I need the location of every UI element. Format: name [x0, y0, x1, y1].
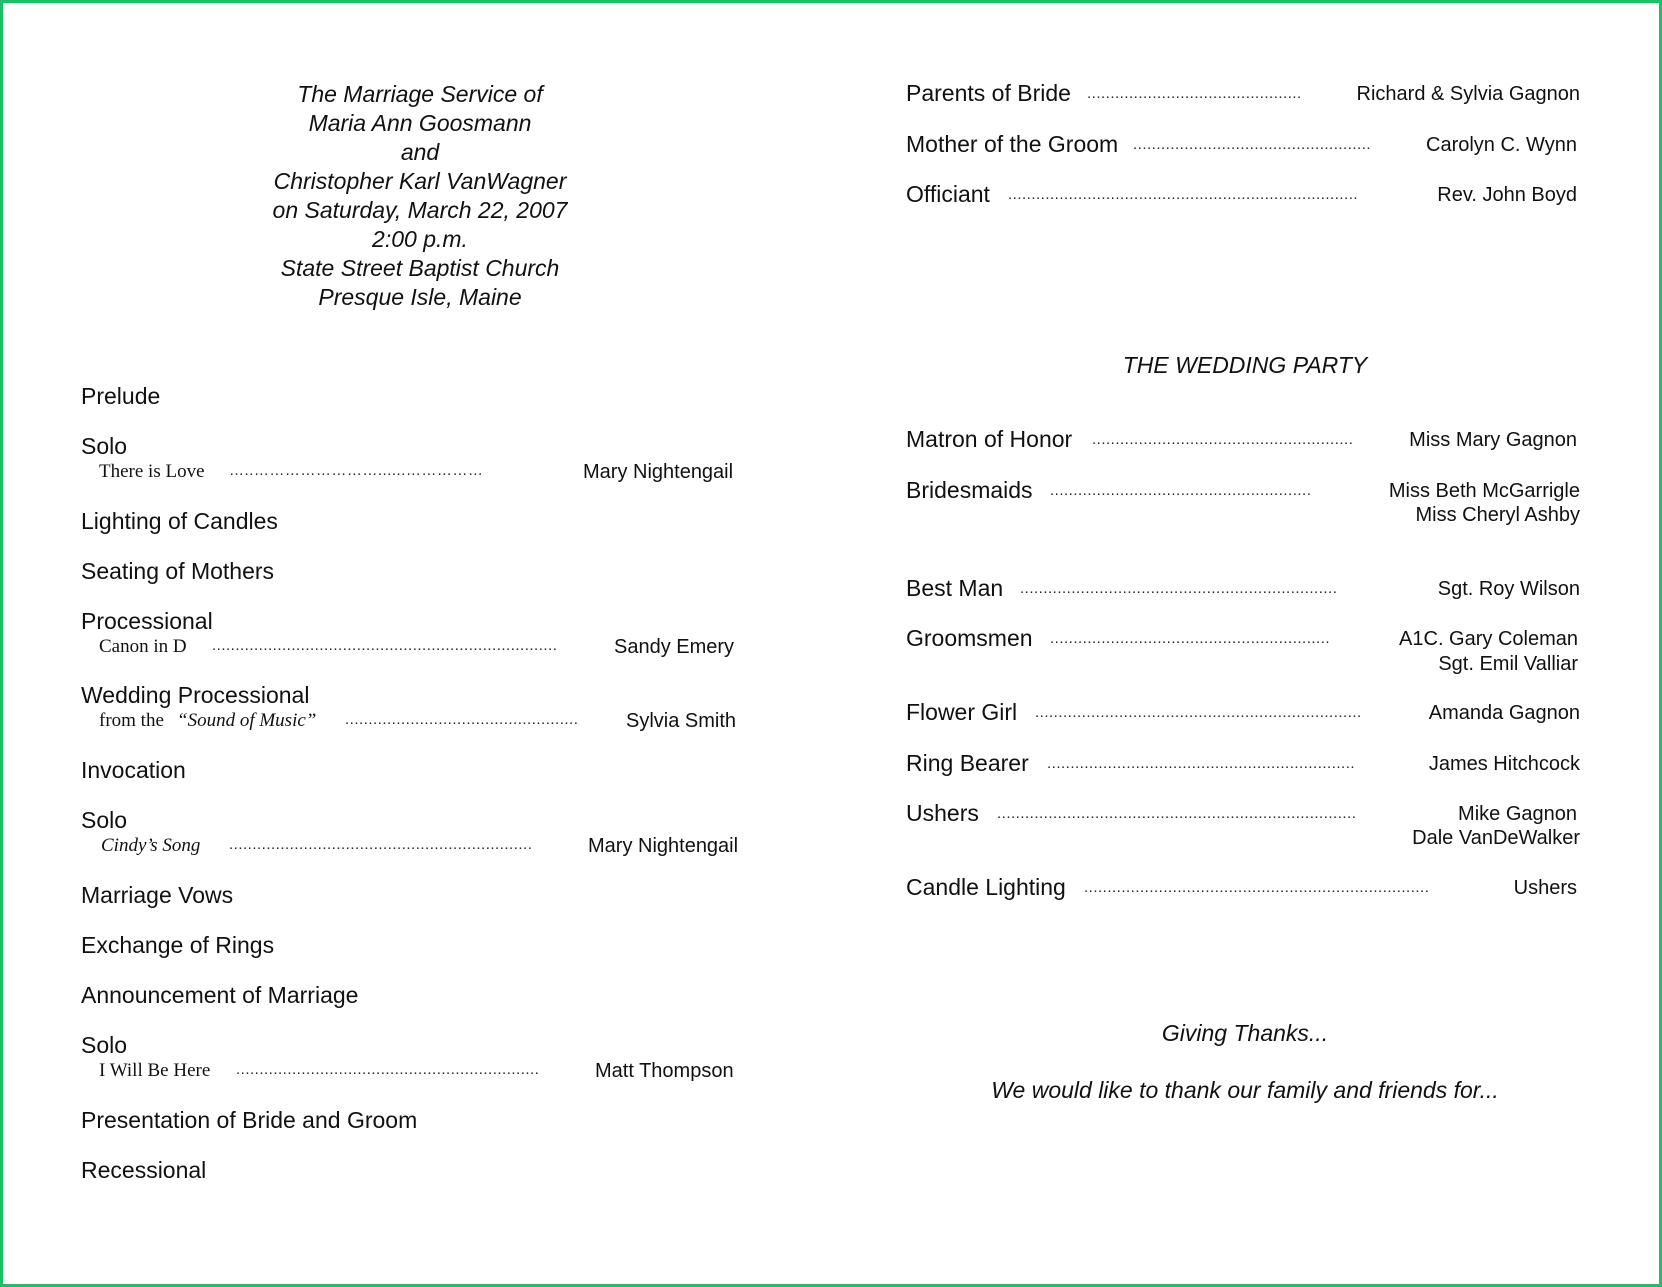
person-name: Sgt. Roy Wilson	[1437, 578, 1580, 600]
program-item: Solo	[81, 1032, 128, 1058]
leader-dots: ...................................................	[1133, 136, 1372, 153]
piece-title: Canon in D	[99, 636, 187, 657]
role-label: Bridesmaids	[906, 477, 1033, 503]
performer-name: Sandy Emery	[614, 636, 735, 658]
leader-dots: ..........................................................................	[1084, 879, 1430, 896]
thanks-title: Giving Thanks...	[1161, 1020, 1329, 1046]
role-label: Best Man	[906, 575, 1004, 601]
header-line: 2:00 p.m.	[372, 226, 468, 252]
header-line: Presque Isle, Maine	[318, 284, 522, 310]
person-name: Carolyn C. Wynn	[1426, 134, 1577, 156]
piece-title: Cindy’s Song	[101, 835, 201, 856]
piece-title: “Sound of Music”	[177, 710, 317, 731]
program-item: Solo	[81, 807, 128, 833]
role-label: Candle Lighting	[906, 874, 1066, 900]
performer-name: Matt Thompson	[595, 1060, 734, 1082]
person-name: Miss Beth McGarrigle	[1388, 480, 1580, 502]
leader-dots: ..........................................................................	[212, 637, 558, 654]
program-item: Processional	[81, 608, 213, 634]
program-item: Recessional	[81, 1157, 207, 1183]
performer-name: Sylvia Smith	[626, 710, 737, 732]
program-item: Solo	[81, 433, 128, 459]
header-line: on Saturday, March 22, 2007	[272, 197, 568, 223]
leader-dots: ........................................................	[1050, 482, 1312, 499]
leader-dots: ........................................................	[1092, 431, 1354, 448]
header-line: The Marriage Service of	[297, 81, 543, 107]
role-label: Ring Bearer	[906, 750, 1029, 776]
program-item: Marriage Vows	[81, 882, 234, 908]
program-item: Exchange of Rings	[81, 932, 275, 958]
header-line: Christopher Karl VanWagner	[273, 168, 567, 194]
role-label: Flower Girl	[906, 699, 1018, 725]
header-line: and	[400, 139, 440, 165]
person-name: Richard & Sylvia Gagnon	[1356, 83, 1580, 105]
person-name: Miss Mary Gagnon	[1409, 429, 1577, 451]
person-name: Ushers	[1513, 877, 1577, 899]
leader-dots: ..............................................	[1087, 85, 1302, 102]
piece-title: There is Love	[99, 461, 205, 482]
leader-dots: .............................................................................	[997, 805, 1357, 822]
person-name: Miss Cheryl Ashby	[1415, 504, 1580, 526]
role-label: Matron of Honor	[906, 426, 1073, 452]
piece-prefix: from the	[99, 710, 164, 731]
leader-dots: .................................................................	[229, 836, 533, 853]
thanks-text: We would like to thank our family and friends for...	[991, 1077, 1499, 1103]
performer-name: Mary Nightengail	[588, 835, 739, 857]
role-label: Parents of Bride	[906, 80, 1071, 106]
person-name: Amanda Gagnon	[1428, 702, 1580, 724]
program-item: Lighting of Candles	[81, 508, 278, 534]
person-name: Rev. John Boyd	[1437, 184, 1577, 206]
header-line: State Street Baptist Church	[280, 255, 560, 281]
person-name: James Hitchcock	[1428, 753, 1580, 775]
program-item: Announcement of Marriage	[81, 982, 359, 1008]
header-line: Maria Ann Goosmann	[308, 110, 532, 136]
program-item: Presentation of Bride and Groom	[81, 1107, 418, 1133]
role-label: Mother of the Groom	[906, 131, 1119, 157]
person-name: Sgt. Emil Valliar	[1438, 653, 1578, 675]
wedding-party-title: THE WEDDING PARTY	[1122, 352, 1368, 378]
performer-name: Mary Nightengail	[583, 461, 734, 483]
program-item: Wedding Processional	[81, 682, 310, 708]
piece-title: I Will Be Here	[99, 1060, 211, 1081]
leader-dots: ............................................................	[1050, 630, 1331, 647]
leader-dots: ...........................................................................	[1008, 186, 1359, 203]
person-name: A1C. Gary Coleman	[1399, 628, 1578, 650]
program-item: Seating of Mothers	[81, 558, 275, 584]
person-name: Dale VanDeWalker	[1412, 827, 1580, 849]
role-label: Ushers	[906, 800, 979, 826]
role-label: Groomsmen	[906, 625, 1033, 651]
leader-dots: ....................................................................	[1020, 580, 1338, 597]
leader-dots: ..................................................	[345, 711, 579, 728]
program-item: Prelude	[81, 383, 161, 409]
person-name: Mike Gagnon	[1458, 803, 1577, 825]
leader-dots: …..……………………......……………	[229, 462, 484, 479]
leader-dots: ......................................................................	[1035, 704, 1362, 721]
program-item: Invocation	[81, 757, 186, 783]
role-label: Officiant	[906, 181, 990, 207]
leader-dots: ..................................................................	[1047, 755, 1356, 772]
leader-dots: .................................................................	[236, 1061, 540, 1078]
